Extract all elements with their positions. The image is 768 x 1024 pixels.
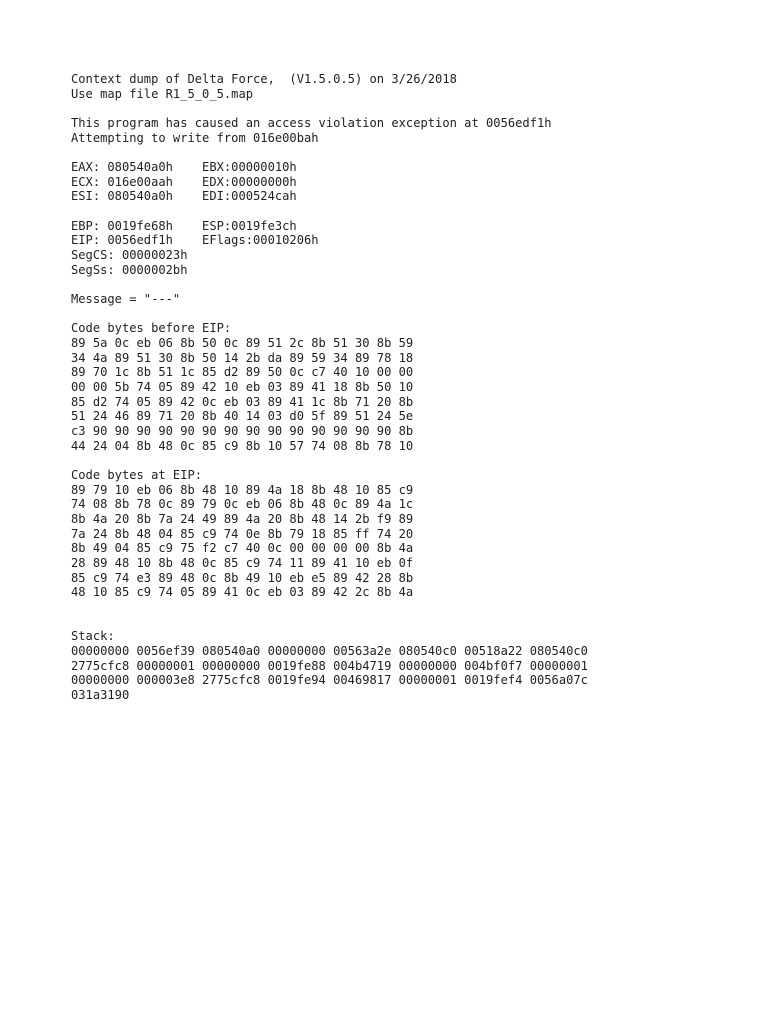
message-line: Message = "---" [71,292,181,307]
spacer [71,145,751,160]
hex-row: 85 c9 74 e3 89 48 0c 8b 49 10 eb e5 89 42 28 8b [71,570,414,585]
spacer [71,101,751,116]
hex-row: 51 24 46 89 71 20 8b 40 14 03 d0 5f 89 51 24 5e [71,409,414,424]
hex-row: 89 79 10 eb 06 8b 48 10 89 4a 18 8b 48 10 85 c9 [71,482,414,497]
register-line: EIP: 0056edf1h EFlags:00010206h [71,233,319,248]
section-heading: Code bytes before EIP: [71,321,232,336]
code-at-eip-section [71,468,751,600]
hex-row: 34 4a 89 51 30 8b 50 14 2b da 89 59 34 89 78 18 [71,350,414,365]
hex-row: 8b 49 04 85 c9 75 f2 c7 40 0c 00 00 00 00 8b 4a [71,541,414,556]
spacer [71,615,751,630]
register-line: EAX: 080540a0h EBX:00000010h [71,160,297,174]
hex-row: 89 70 1c 8b 51 1c 85 d2 89 50 0c c7 40 10 00 00 [71,365,414,380]
hex-row: 28 89 48 10 8b 48 0c 85 c9 74 11 89 41 10 eb 0f [71,556,414,571]
stack-row: 00000000 0056ef39 080540a0 00000000 00563a2e 080540c0 00518a22 080540c0 [71,644,588,659]
hex-row: c3 90 90 90 90 90 90 90 90 90 90 90 90 90 90 8b [71,424,414,439]
register-line: ECX: 016e00aah EDX:00000000h [71,174,297,189]
context-dump-document [71,72,751,703]
hex-row: 48 10 85 c9 74 05 89 41 0c eb 03 89 42 2c 8b 4a [71,585,414,600]
section-heading: Code bytes at EIP: [71,468,203,483]
general-registers [71,160,751,204]
stack-row: 2775cfc8 00000001 00000000 0019fe88 004b4719 00000000 004bf0f7 00000001 [71,658,588,673]
hex-row: 85 d2 74 05 89 42 0c eb 03 89 41 1c 8b 71 20 8b [71,394,414,409]
spacer [71,600,751,615]
write-attempt-line: Attempting to write from 016e00bah [71,130,319,145]
stack-row: 00000000 000003e8 2775cfc8 0019fe94 00469817 00000001 0019fef4 0056a07c [71,673,588,688]
register-line: ESI: 080540a0h EDI:000524cah [71,189,297,204]
register-line: EBP: 0019fe68h ESP:0019fe3ch [71,218,297,233]
spacer [71,277,751,292]
hex-row: 44 24 04 8b 48 0c 85 c9 8b 10 57 74 08 8b 78 10 [71,438,414,453]
hex-row: 7a 24 8b 48 04 85 c9 74 0e 8b 79 18 85 ff 74 20 [71,526,414,541]
hex-row: 8b 4a 20 8b 7a 24 49 89 4a 20 8b 48 14 2b f9 89 [71,512,414,527]
hex-row: 74 08 8b 78 0c 89 79 0c eb 06 8b 48 0c 89 4a 1c [71,497,414,512]
hex-row: 89 5a 0c eb 06 8b 50 0c 89 51 2c 8b 51 30 8b 59 [71,336,414,351]
spacer [71,204,751,219]
exception-message-line: This program has caused an access violation exception at 0056edf1h [71,116,552,130]
stack-row: 031a3190 [71,688,130,703]
pointer-registers [71,219,751,278]
hex-row: 00 00 5b 74 05 89 42 10 eb 03 89 41 18 8b 50 10 [71,380,414,395]
spacer [71,307,751,322]
register-line: SegSs: 0000002bh [71,262,188,277]
stack-section [71,629,751,702]
section-heading: Stack: [71,629,115,644]
map-file-line: Use map file R1_5_0_5.map [71,86,254,101]
register-line: SegCS: 00000023h [71,248,188,263]
dump-title-line: Context dump of Delta Force, (V1.5.0.5) on 3/26/2018 [71,72,457,86]
code-before-eip-section [71,321,751,453]
spacer [71,453,751,468]
